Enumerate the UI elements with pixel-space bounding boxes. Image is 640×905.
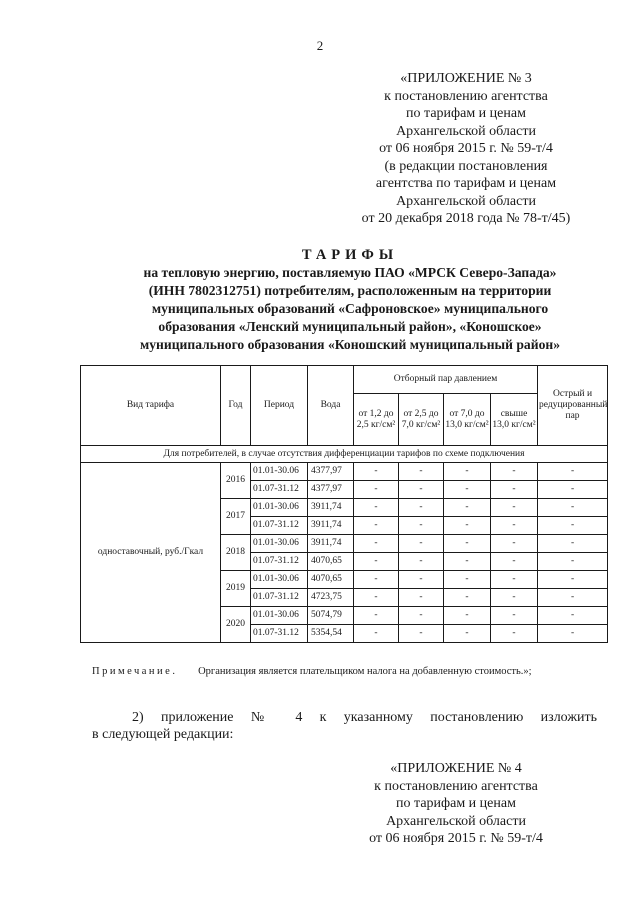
period-cell: 01.01-30.06 xyxy=(251,463,308,481)
appendix-4-line: к постановлению агентства xyxy=(374,778,538,794)
empty-value-cell: - xyxy=(444,625,491,643)
period-cell: 01.01-30.06 xyxy=(251,535,308,553)
appendix-3-line: по тарифам и ценам xyxy=(406,106,526,121)
appendix-4-line: по тарифам и ценам xyxy=(396,796,516,811)
empty-value-cell: - xyxy=(491,463,538,481)
empty-value-cell: - xyxy=(399,535,444,553)
title-line: муниципального образования «Коношский муниципальный район» xyxy=(139,337,560,352)
period-cell: 01.07-31.12 xyxy=(251,517,308,535)
empty-value-cell: - xyxy=(538,589,608,607)
empty-value-cell: - xyxy=(538,517,608,535)
appendix-3-line: «ПРИЛОЖЕНИЕ № 3 xyxy=(400,71,532,86)
period-cell: 01.01-30.06 xyxy=(251,499,308,517)
year-cell: 2017 xyxy=(221,499,251,535)
empty-value-cell: - xyxy=(399,553,444,571)
appendix-3-line: Архангельской области xyxy=(396,123,536,139)
empty-value-cell: - xyxy=(444,553,491,571)
empty-value-cell: - xyxy=(354,535,399,553)
empty-value-cell: - xyxy=(354,571,399,589)
period-cell: 01.07-31.12 xyxy=(251,589,308,607)
water-value-cell: 4070,65 xyxy=(308,571,354,589)
appendix-3-line: к постановлению агентства xyxy=(384,88,548,104)
year-cell: 2020 xyxy=(221,607,251,643)
appendix-3-line: (в редакции постановления xyxy=(384,158,548,174)
empty-value-cell: - xyxy=(538,499,608,517)
page-number: 2 xyxy=(316,38,324,53)
empty-value-cell: - xyxy=(444,571,491,589)
empty-value-cell: - xyxy=(399,463,444,481)
water-value-cell: 4377,97 xyxy=(308,463,354,481)
empty-value-cell: - xyxy=(354,517,399,535)
empty-value-cell: - xyxy=(444,463,491,481)
empty-value-cell: - xyxy=(538,571,608,589)
appendix-3-line: агентства по тарифам и ценам xyxy=(375,176,557,191)
water-value-cell: 3911,74 xyxy=(308,499,354,517)
empty-value-cell: - xyxy=(491,589,538,607)
water-value-cell: 4070,65 xyxy=(308,553,354,571)
title-line: образования «Ленский муниципальный район», «Коношское» xyxy=(158,319,542,334)
period-cell: 01.07-31.12 xyxy=(251,481,308,499)
empty-value-cell: - xyxy=(491,499,538,517)
empty-value-cell: - xyxy=(538,607,608,625)
header-steam-3: от 7,0 до 13,0 кг/см² xyxy=(444,394,491,446)
empty-value-cell: - xyxy=(538,535,608,553)
appendix-3-line: от 06 ноября 2015 г. № 59-т/4 xyxy=(379,141,553,156)
empty-value-cell: - xyxy=(399,589,444,607)
appendix-4-line: Архангельской области xyxy=(386,813,526,829)
water-value-cell: 5354,54 xyxy=(308,625,354,643)
appendix-3-header xyxy=(336,70,596,228)
header-period: Период xyxy=(251,366,308,446)
title-line: (ИНН 7802312751) потребителям, расположенным на территории xyxy=(148,283,552,298)
empty-value-cell: - xyxy=(491,625,538,643)
title-line: на тепловую энергию, поставляемую ПАО «МРСК Северо-Запада» xyxy=(143,265,557,280)
tariff-type-cell: одноставочный, руб./Гкал xyxy=(81,463,221,643)
empty-value-cell: - xyxy=(444,499,491,517)
empty-value-cell: - xyxy=(399,625,444,643)
table-row xyxy=(81,463,608,481)
header-water: Вода xyxy=(308,366,354,446)
water-value-cell: 4723,75 xyxy=(308,589,354,607)
year-cell: 2019 xyxy=(221,571,251,607)
empty-value-cell: - xyxy=(444,589,491,607)
appendix-4-line: «ПРИЛОЖЕНИЕ № 4 xyxy=(390,761,522,776)
empty-value-cell: - xyxy=(538,625,608,643)
empty-value-cell: - xyxy=(354,553,399,571)
water-value-cell: 5074,79 xyxy=(308,607,354,625)
empty-value-cell: - xyxy=(491,553,538,571)
header-year: Год xyxy=(221,366,251,446)
empty-value-cell: - xyxy=(399,571,444,589)
water-value-cell: 3911,74 xyxy=(308,517,354,535)
empty-value-cell: - xyxy=(538,463,608,481)
period-cell: 01.07-31.12 xyxy=(251,553,308,571)
year-cell: 2018 xyxy=(221,535,251,571)
note-text: Организация является плательщиком налога на добавленную стоимость.»; xyxy=(198,666,532,677)
section-label: Для потребителей, в случае отсутствия дифференциации тарифов по схеме подключения xyxy=(81,446,608,463)
header-steam-2: от 2,5 до 7,0 кг/см² xyxy=(399,394,444,446)
appendix-4-header xyxy=(336,760,576,848)
year-cell: 2016 xyxy=(221,463,251,499)
empty-value-cell: - xyxy=(399,607,444,625)
header-steam-group: Отборный пар давлением xyxy=(354,366,538,394)
note xyxy=(92,666,532,677)
title-line: муниципальных образований «Сафроновское» муниципального xyxy=(151,301,549,316)
empty-value-cell: - xyxy=(444,517,491,535)
empty-value-cell: - xyxy=(354,589,399,607)
empty-value-cell: - xyxy=(354,607,399,625)
period-cell: 01.01-30.06 xyxy=(251,607,308,625)
empty-value-cell: - xyxy=(491,571,538,589)
water-value-cell: 4377,97 xyxy=(308,481,354,499)
period-cell: 01.07-31.12 xyxy=(251,625,308,643)
empty-value-cell: - xyxy=(444,481,491,499)
header-steam-4: свыше 13,0 кг/см² xyxy=(491,394,538,446)
water-value-cell: 3911,74 xyxy=(308,535,354,553)
appendix-3-line: Архангельской области xyxy=(396,193,536,209)
empty-value-cell: - xyxy=(491,535,538,553)
amendment-paragraph xyxy=(92,709,597,743)
empty-value-cell: - xyxy=(491,517,538,535)
empty-value-cell: - xyxy=(399,481,444,499)
empty-value-cell: - xyxy=(399,517,444,535)
header-tariff-type: Вид тарифа xyxy=(81,366,221,446)
empty-value-cell: - xyxy=(399,499,444,517)
empty-value-cell: - xyxy=(491,481,538,499)
empty-value-cell: - xyxy=(538,553,608,571)
empty-value-cell: - xyxy=(354,481,399,499)
paragraph-line: 2) приложение № 4 к указанному постановлению изложить xyxy=(132,710,597,725)
empty-value-cell: - xyxy=(491,607,538,625)
empty-value-cell: - xyxy=(354,499,399,517)
empty-value-cell: - xyxy=(444,607,491,625)
header-acute-steam: Острый и редуцированный пар xyxy=(538,366,608,446)
empty-value-cell: - xyxy=(444,535,491,553)
title-heading: ТАРИФЫ xyxy=(301,247,399,263)
header-steam-1: от 1,2 до 2,5 кг/см² xyxy=(354,394,399,446)
tariff-title xyxy=(60,246,640,354)
note-label: Примечание. xyxy=(92,666,178,677)
empty-value-cell: - xyxy=(354,463,399,481)
tariff-table xyxy=(80,365,608,643)
paragraph-line: в следующей редакции: xyxy=(92,727,234,742)
appendix-4-line: от 06 ноября 2015 г. № 59-т/4 xyxy=(369,831,543,846)
period-cell: 01.01-30.06 xyxy=(251,571,308,589)
appendix-3-line: от 20 декабря 2018 года № 78-т/45) xyxy=(361,211,571,226)
empty-value-cell: - xyxy=(354,625,399,643)
empty-value-cell: - xyxy=(538,481,608,499)
